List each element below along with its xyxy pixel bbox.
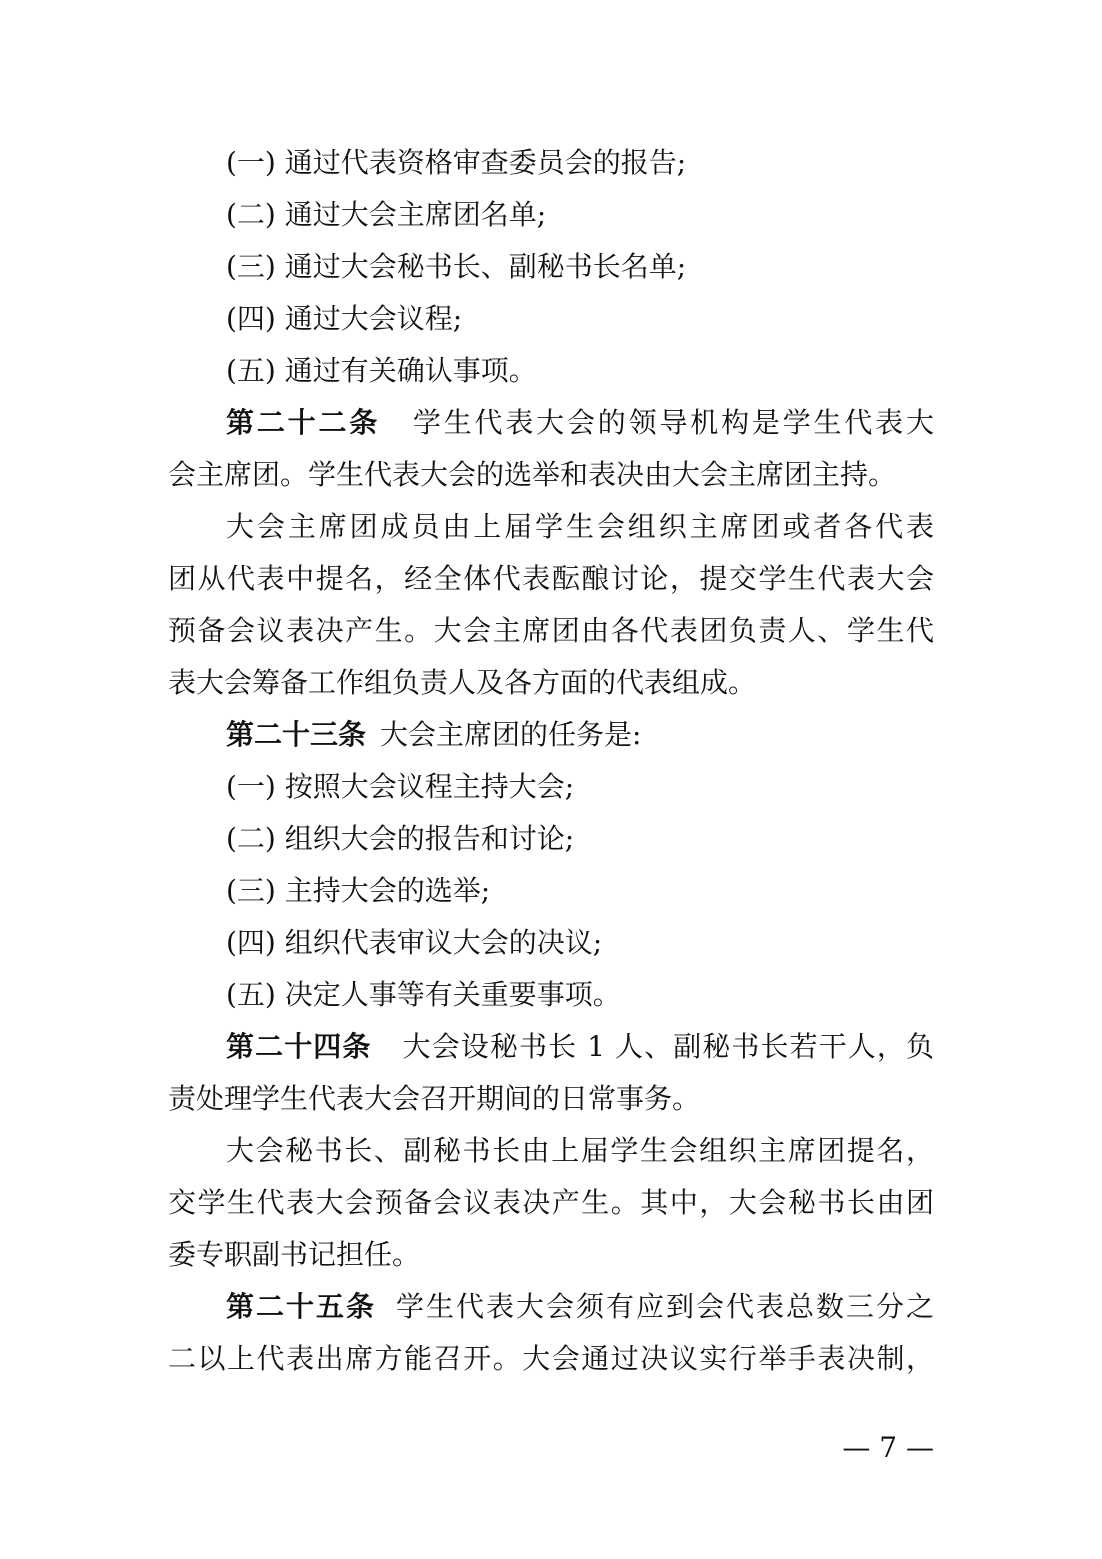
- article-22-line: [168, 397, 934, 449]
- paragraph-line: 大会秘书长、副秘书长由上届学生会组织主席团提名，: [226, 1134, 934, 1167]
- paragraph-line: 大会主席团成员由上届学生会组织主席团或者各代表: [226, 510, 934, 543]
- list-item: (五) 通过有关确认事项。: [226, 354, 537, 387]
- paragraph-line: 预备会议表决产生。大会主席团由各代表团负责人、学生代: [168, 614, 934, 647]
- list-item: (二) 通过大会主席团名单;: [226, 198, 547, 231]
- paragraph-line: 表大会筹备工作组负责人及各方面的代表组成。: [168, 666, 757, 699]
- paragraph-line: 交学生代表大会预备会议表决产生。其中，大会秘书长由团: [168, 1186, 934, 1219]
- paragraph-line: 委专职副书记担任。: [168, 1238, 421, 1271]
- article-heading: 第二十四条: [226, 1030, 372, 1063]
- list-item: (四) 组织代表审议大会的决议;: [226, 926, 603, 959]
- paragraph-line: 二以上代表出席方能召开。大会通过决议实行举手表决制，: [168, 1342, 934, 1375]
- article-23-line: [168, 709, 934, 761]
- list-item: (三) 主持大会的选举;: [226, 874, 491, 907]
- paragraph-line: 团从代表中提名，经全体代表酝酿讨论，提交学生代表大会: [168, 562, 934, 595]
- list-item: (三) 通过大会秘书长、副秘书长名单;: [226, 250, 687, 283]
- article-text: 大会主席团的任务是:: [380, 718, 642, 751]
- article-heading: 第二十五条: [226, 1290, 376, 1323]
- list-item: (二) 组织大会的报告和讨论;: [226, 822, 575, 855]
- article-heading: 第二十二条: [226, 406, 381, 439]
- article-24-line: [168, 1021, 934, 1073]
- article-text: 大会设秘书长 1 人、副秘书长若干人，负: [401, 1030, 934, 1063]
- article-heading: 第二十三条: [226, 718, 367, 751]
- article-text: 学生代表大会的领导机构是学生代表大: [410, 406, 934, 439]
- paragraph-line: 责处理学生代表大会召开期间的日常事务。: [168, 1082, 701, 1115]
- list-item: (一) 通过代表资格审查委员会的报告;: [226, 146, 687, 179]
- article-text: 学生代表大会须有应到会代表总数三分之: [394, 1290, 934, 1323]
- list-item: (五) 决定人事等有关重要事项。: [226, 978, 621, 1011]
- article-25-line: [168, 1281, 934, 1333]
- page-number: — 7 —: [842, 1431, 934, 1464]
- document-body: [168, 137, 934, 1385]
- paragraph-line: 会主席团。学生代表大会的选举和表决由大会主席团主持。: [168, 458, 897, 491]
- list-item: (一) 按照大会议程主持大会;: [226, 770, 575, 803]
- list-item: (四) 通过大会议程;: [226, 302, 463, 335]
